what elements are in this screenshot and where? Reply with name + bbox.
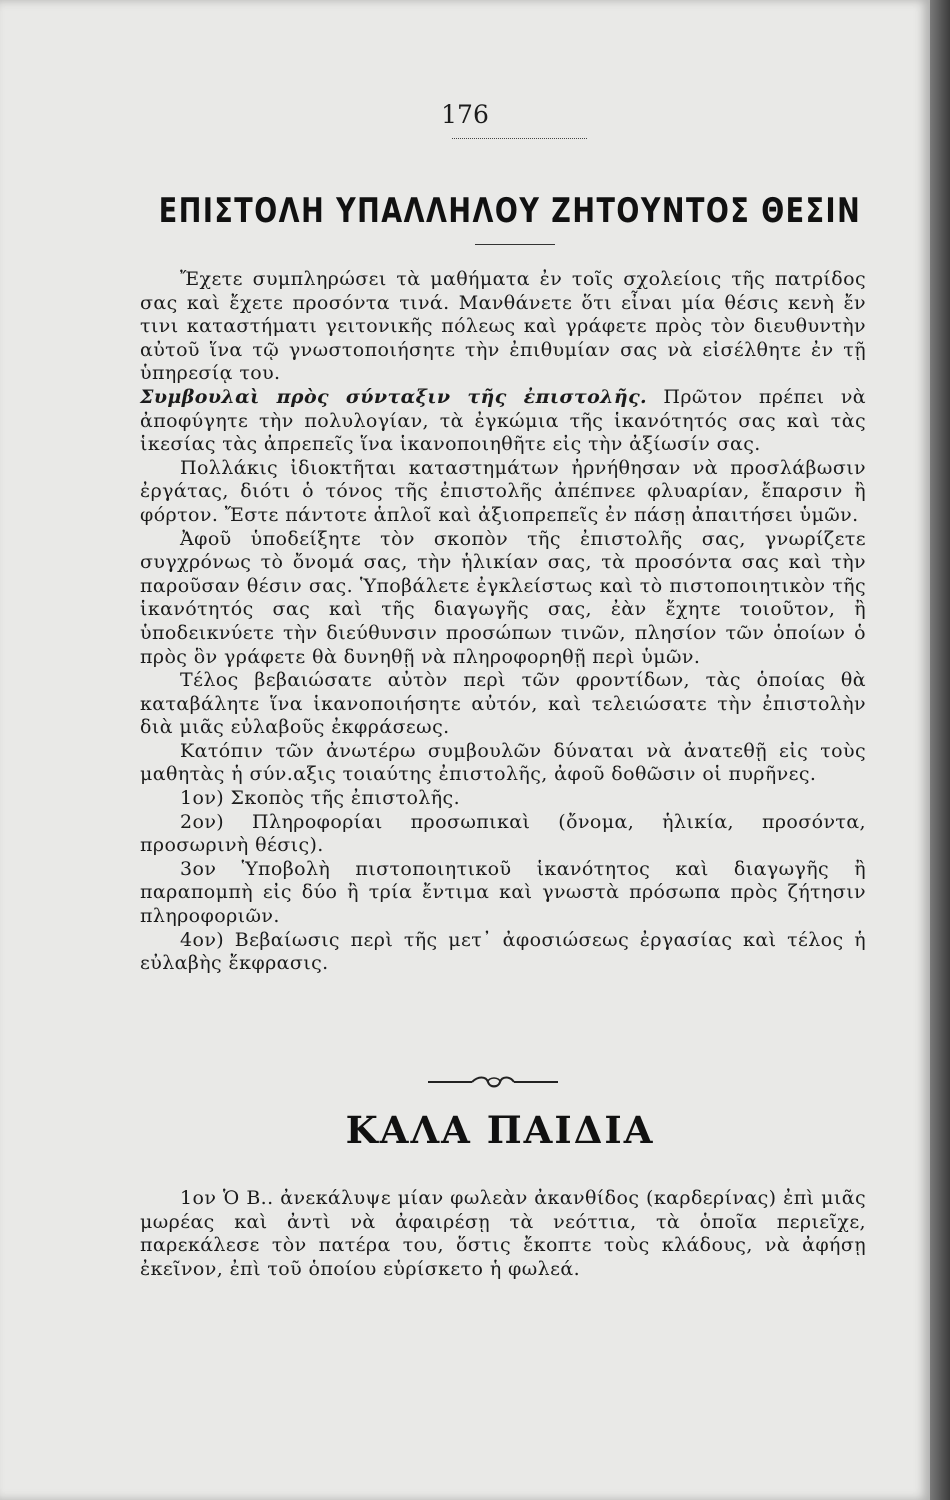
section-heading-good-kids: ΚΑΛΑ ΠΑΙΔΙΑ	[345, 1108, 655, 1152]
story-paragraph: 1ον Ὁ Β.. ἀνεκάλυψε μίαν φωλεὰν ἀκανθίδος (καρδερίνας) ἐπὶ μιᾶς μωρέας καὶ ἀντὶ νὰ ἀφαιρέσῃ τὰ νεόττια, τὰ ὁποῖα περιεῖχε, παρεκάλεσε τὸν πατέρα του, ὅστις ἔκοπτε τοὺς κλάδους, νὰ ἀφήσῃ ἐκεῖνον, ἐπὶ τοῦ ὁποίου εὑρίσκετο ἡ φωλεά.	[140, 1187, 866, 1280]
paragraph-intro: Ἔχετε συμπληρώσει τὰ μαθήματα ἐν τοῖς σχολείοις τῆς πατρίδος σας καὶ ἔχετε προσόντα τινά. Μανθάνετε ὅτι εἶναι μία θέσις κενὴ ἔν τινι καταστήματι γειτονικῆς πόλεως καὶ γράφετε πρὸς τὸν διευθυντὴν αὐτοῦ ἵνα τῷ γνωστοποιήσητε τὴν ἐπιθυμίαν σας νὰ εἰσέλθητε ἐν τῇ ὑπηρεσίᾳ του.	[140, 268, 866, 385]
letter-advice-text	[140, 268, 866, 976]
paragraph-advice	[140, 386, 866, 457]
paragraph-warning: Πολλάκις ἰδιοκτῆται καταστημάτων ἠρνήθησαν νὰ προσλάβωσιν ἐργάτας, διότι ὁ τόνος τῆς ἐπιστολῆς ἀπέπνεε φλυαρίαν, ἔπαρσιν ἢ φόρτον. Ἔστε πάντοτε ἁπλοῖ καὶ ἀξιοπρεπεῖς ἐν πάσῃ ἀπαιτήσει ὑμῶν.	[140, 456, 866, 526]
page-number-rule	[452, 138, 587, 139]
paragraph-details: Ἀφοῦ ὑποδείξητε τὸν σκοπὸν τῆς ἐπιστολῆς σας, γνωρίζετε συγχρόνως τὸ ὄνομά σας, τὴν ἡλικίαν σας, τὰ προσόντα σας καὶ τὴν παροῦσαν θέσιν σας. Ὑποβάλετε ἐγκλείστως καὶ τὸ πιστοποιητικὸν τῆς ἱκανότητός σας καὶ τῆς διαγωγῆς σας, ἐὰν ἔχητε τοιοῦτον, ἢ ὑποδεικνύετε τὴν διεύθυνσιν προσώπων τινῶν, πλησίον τῶν ὁποίων ὁ πρὸς ὃν γράφετε θὰ δυνηθῇ νὰ πληροφορηθῇ περὶ ὑμῶν.	[140, 527, 866, 668]
page-number: 176	[441, 100, 489, 129]
advice-rest: Πρῶτον πρέπει νὰ ἀποφύγητε τὴν πολυλογίαν, τὰ ἐγκώμια τῆς ἱκανότητός σας καὶ τὰς ἱκεσίας τὰς ἀπρεπεῖς ἵνα ἱκανοποιηθῆτε εἰς τὴν ἀξίωσίν σας.	[140, 385, 866, 456]
heading-rule	[475, 244, 555, 245]
list-item-1: 1ον) Σκοπὸς τῆς ἐπιστολῆς.	[180, 787, 461, 810]
list-item-3: 3ον Ὑποβολὴ πιστοποιητικοῦ ἱκανότητος καὶ διαγωγῆς ἢ παραπομπὴ εἰς δύο ἢ τρία ἔντιμα καὶ γνωστὰ πρόσωπα πρὸς ζήτησιν πληροφοριῶν.	[140, 857, 866, 928]
advice-lead: Συμβουλαὶ πρὸς σύνταξιν τῆς ἐπιστολῆς.	[140, 385, 648, 408]
list-item-4: 4ον) Βεβαίωσις περὶ τῆς μετ᾽ ἀφοσιώσεως ἐργασίας καὶ τέλος ἡ εὐλαβὴς ἔκφρασις.	[140, 928, 866, 975]
ornament-divider-icon	[428, 1073, 558, 1093]
page-edge-shadow	[930, 0, 950, 1500]
section-heading-letter: ΕΠΙΣΤΟΛΗ ΥΠΑΛΛΗΛΟΥ ΖΗΤΟΥΝΤΟΣ ΘΕΣΙΝ	[158, 192, 862, 231]
paragraph-closing: Τέλος βεβαιώσατε αὐτὸν περὶ τῶν φροντίδων, τὰς ὁποίας θὰ καταβάλητε ἵνα ἱκανοποιήσητε αὐτόν, καὶ τελειώσατε τὴν ἐπιστολὴν διὰ μιᾶς εὐλαβοῦς ἐκφράσεως.	[140, 669, 866, 739]
list-item-2: 2ον) Πληροφορίαι προσωπικαὶ (ὄνομα, ἡλικία, προσόντα, προσωρινὴ θέσις).	[140, 810, 866, 857]
paragraph-assignment: Κατόπιν τῶν ἀνωτέρω συμβουλῶν δύναται νὰ ἀνατεθῇ εἰς τοὺς μαθητὰς ἡ σύν.αξις τοιαύτης ἐπιστολῆς, ἀφοῦ δοθῶσιν οἱ πυρῆνες.	[140, 739, 866, 786]
good-kids-text	[140, 1187, 866, 1281]
